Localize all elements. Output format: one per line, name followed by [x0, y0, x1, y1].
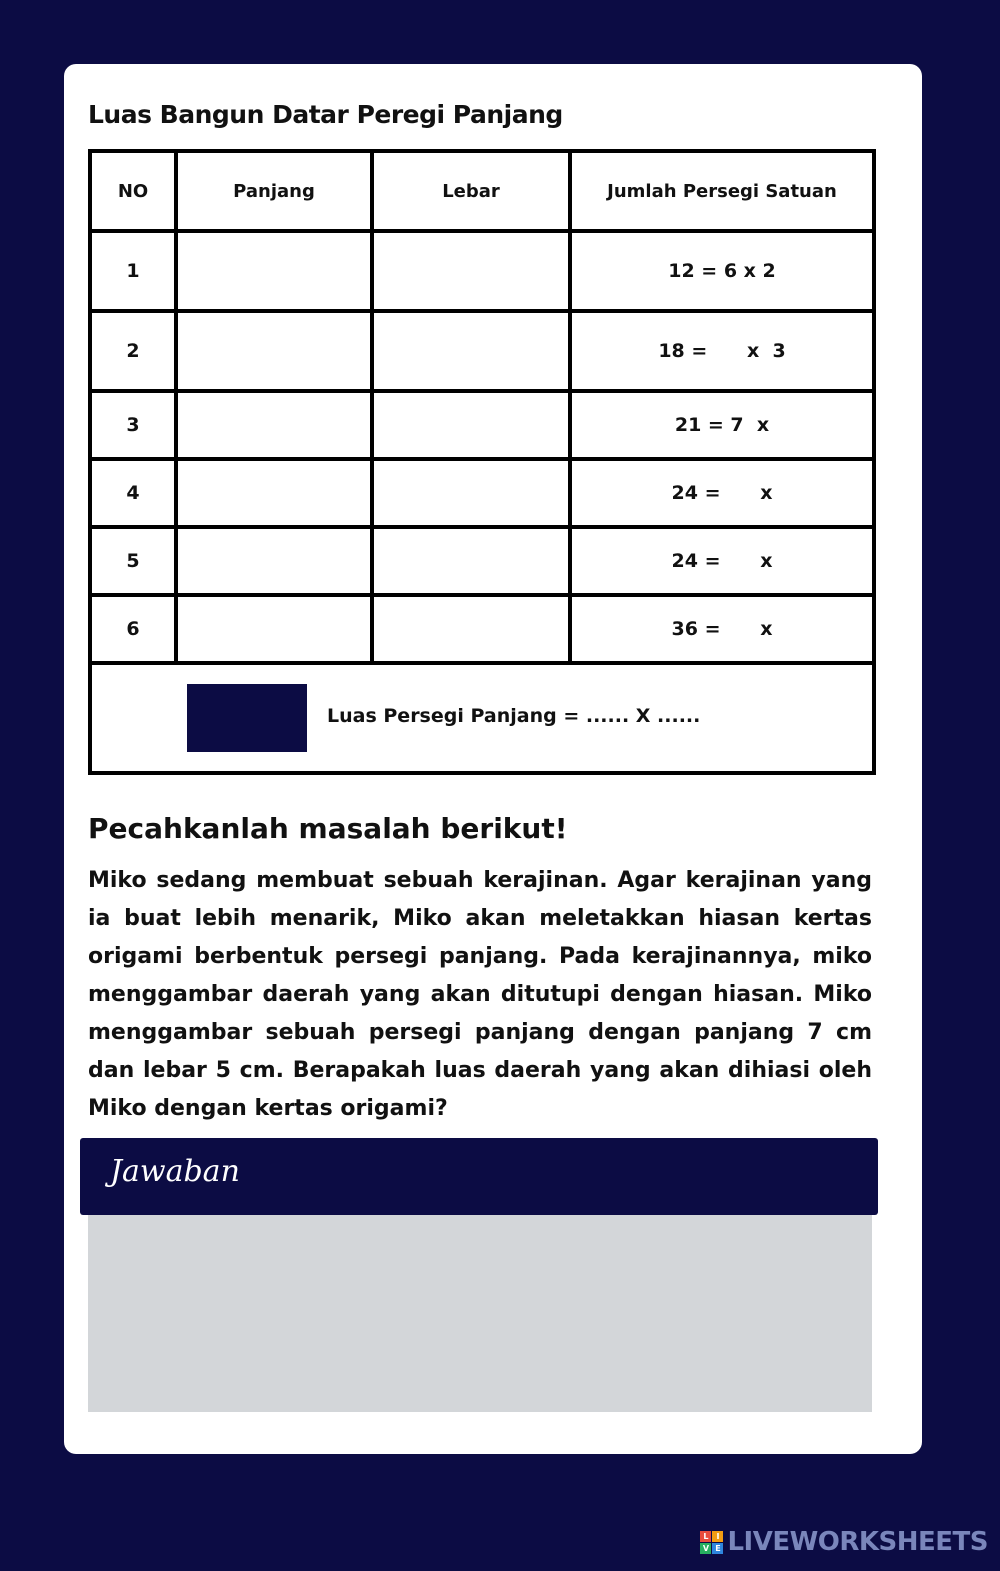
- liveworksheets-brand[interactable]: [700, 1526, 988, 1558]
- table-row: [90, 391, 874, 459]
- formula-cell: [570, 459, 874, 527]
- header-jumlah: Jumlah Persegi Satuan: [570, 151, 874, 231]
- area-table: [88, 149, 876, 775]
- liveworksheets-logo-icon: [700, 1531, 723, 1554]
- panjang-answer-cell[interactable]: [176, 311, 372, 391]
- logo-letter: V: [700, 1543, 711, 1554]
- footer-cell: [90, 663, 874, 773]
- lebar-answer-cell[interactable]: [372, 595, 570, 663]
- table-row: [90, 231, 874, 311]
- row-number: 3: [90, 391, 176, 459]
- formula-cell: [570, 231, 874, 311]
- formula-cell: [570, 391, 874, 459]
- panjang-answer-cell[interactable]: [176, 595, 372, 663]
- header-no: NO: [90, 151, 176, 231]
- table-row: [90, 311, 874, 391]
- row-formula: 12 = 6 x 2: [668, 260, 776, 282]
- section-heading: Pecahkanlah masalah berikut!: [88, 812, 568, 845]
- lebar-answer-cell[interactable]: [372, 391, 570, 459]
- row-number: 4: [90, 459, 176, 527]
- row-number: 5: [90, 527, 176, 595]
- problem-text: Miko sedang membuat sebuah kerajinan. Agar kerajinan yang ia buat lebih menarik, Miko akan meletakkan hiasan kertas origami berbentuk persegi panjang. Pada kerajinannya, miko menggambar daerah yang akan ditutupi dengan hiasan. Miko menggambar sebuah persegi panjang dengan panjang 7 cm dan lebar 5 cm. Berapakah luas daerah yang akan dihiasi oleh Miko dengan kertas origami?: [88, 868, 872, 1121]
- table-header-row: [90, 151, 874, 231]
- header-lebar: Lebar: [372, 151, 570, 231]
- brand-name: LIVEWORKSHEETS: [727, 1527, 988, 1557]
- formula-cell: [570, 527, 874, 595]
- lebar-answer-cell[interactable]: [372, 311, 570, 391]
- row-number: 6: [90, 595, 176, 663]
- logo-letter: L: [700, 1531, 711, 1542]
- rectangle-illustration: [187, 684, 307, 752]
- row-formula: 18 = x 3: [658, 340, 786, 362]
- logo-letter: I: [712, 1531, 723, 1542]
- table-footer-row: [90, 663, 874, 773]
- area-formula-label: Luas Persegi Panjang = ...... X ......: [327, 705, 701, 727]
- panjang-answer-cell[interactable]: [176, 527, 372, 595]
- table-row: [90, 527, 874, 595]
- panjang-answer-cell[interactable]: [176, 391, 372, 459]
- lebar-answer-cell[interactable]: [372, 231, 570, 311]
- header-panjang: Panjang: [176, 151, 372, 231]
- worksheet-title: Luas Bangun Datar Peregi Panjang: [88, 100, 563, 129]
- row-number: 2: [90, 311, 176, 391]
- row-formula: 36 = x: [671, 618, 773, 640]
- answer-label: Jawaban: [110, 1154, 240, 1189]
- panjang-answer-cell[interactable]: [176, 459, 372, 527]
- formula-cell: [570, 311, 874, 391]
- lebar-answer-cell[interactable]: [372, 527, 570, 595]
- row-formula: 21 = 7 x: [674, 414, 770, 436]
- logo-letter: E: [712, 1543, 723, 1554]
- table-row: [90, 459, 874, 527]
- formula-cell: [570, 595, 874, 663]
- table-row: [90, 595, 874, 663]
- lebar-answer-cell[interactable]: [372, 459, 570, 527]
- panjang-answer-cell[interactable]: [176, 231, 372, 311]
- row-formula: 24 = x: [671, 550, 773, 572]
- answer-header: [80, 1138, 878, 1215]
- answer-input[interactable]: [88, 1215, 872, 1412]
- row-formula: 24 = x: [671, 482, 773, 504]
- row-number: 1: [90, 231, 176, 311]
